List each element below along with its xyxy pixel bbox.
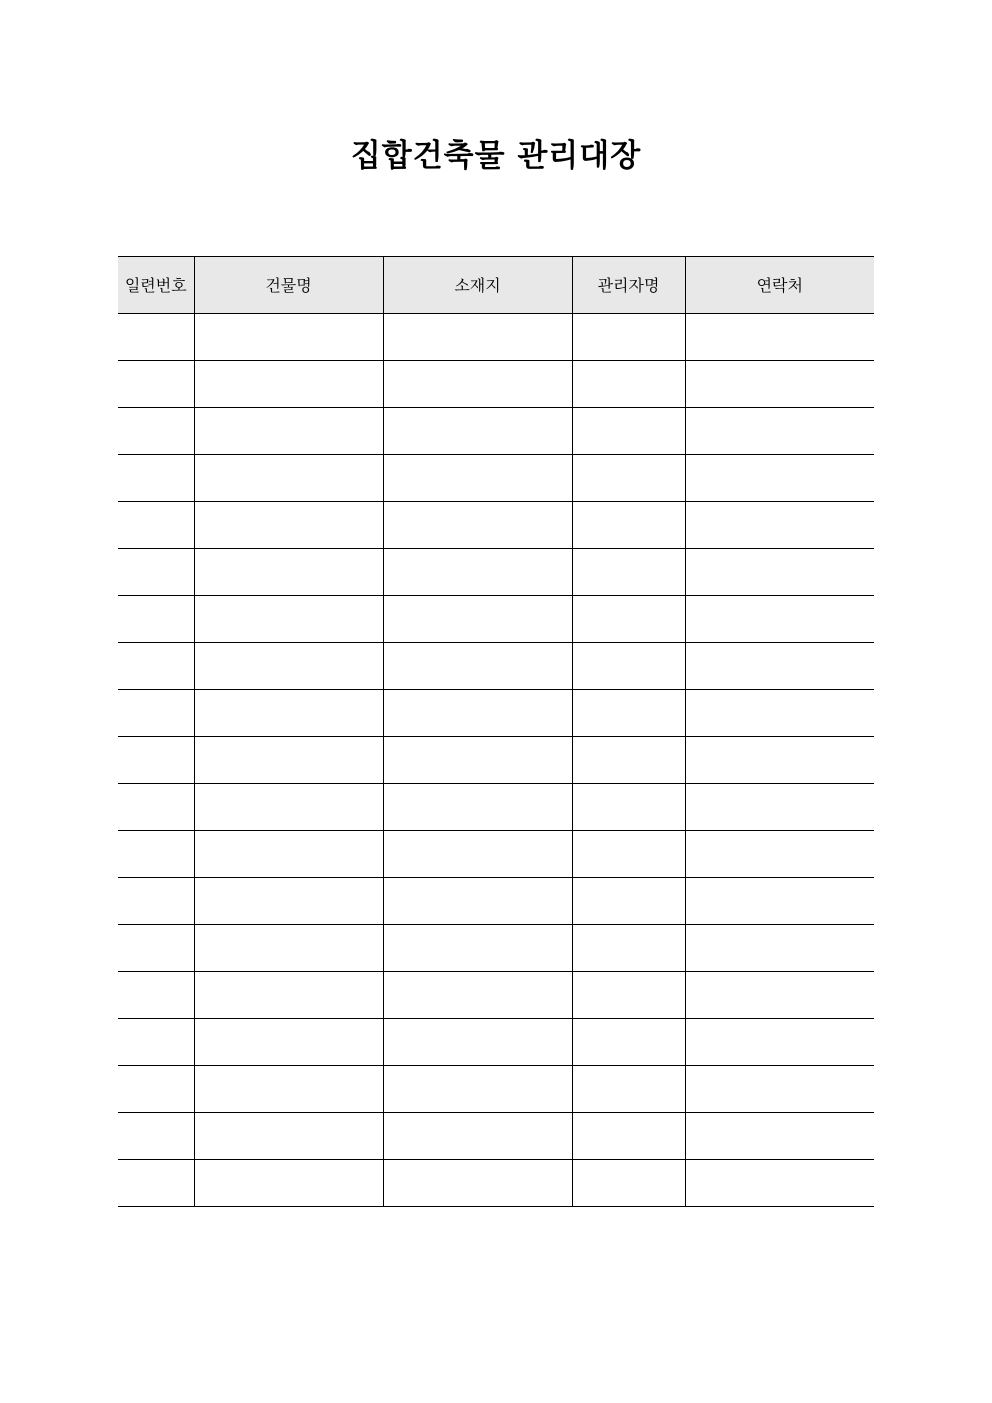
cell-location[interactable] (383, 455, 572, 502)
cell-manager-name[interactable] (572, 878, 685, 925)
cell-building-name[interactable] (194, 408, 383, 455)
header-row (118, 257, 874, 314)
cell-location[interactable] (383, 784, 572, 831)
cell-contact[interactable] (685, 502, 874, 549)
cell-manager-name[interactable] (572, 596, 685, 643)
table-row (118, 784, 874, 831)
cell-building-name[interactable] (194, 784, 383, 831)
header-building-name: 건물명 (194, 257, 383, 314)
cell-serial-number[interactable] (118, 1019, 194, 1066)
cell-building-name[interactable] (194, 502, 383, 549)
cell-location[interactable] (383, 1160, 572, 1207)
cell-location[interactable] (383, 831, 572, 878)
cell-contact[interactable] (685, 878, 874, 925)
cell-manager-name[interactable] (572, 1160, 685, 1207)
cell-serial-number[interactable] (118, 502, 194, 549)
table-row (118, 1066, 874, 1113)
cell-serial-number[interactable] (118, 784, 194, 831)
cell-manager-name[interactable] (572, 690, 685, 737)
table-body (118, 314, 874, 1207)
cell-manager-name[interactable] (572, 1113, 685, 1160)
cell-serial-number[interactable] (118, 972, 194, 1019)
cell-location[interactable] (383, 361, 572, 408)
cell-building-name[interactable] (194, 643, 383, 690)
cell-building-name[interactable] (194, 831, 383, 878)
cell-manager-name[interactable] (572, 549, 685, 596)
cell-building-name[interactable] (194, 596, 383, 643)
cell-location[interactable] (383, 690, 572, 737)
cell-contact[interactable] (685, 408, 874, 455)
table-row (118, 972, 874, 1019)
table-row (118, 1160, 874, 1207)
cell-contact[interactable] (685, 831, 874, 878)
cell-serial-number[interactable] (118, 690, 194, 737)
table-row (118, 690, 874, 737)
cell-contact[interactable] (685, 925, 874, 972)
header-location: 소재지 (383, 257, 572, 314)
table-row (118, 1019, 874, 1066)
table-row (118, 878, 874, 925)
cell-location[interactable] (383, 643, 572, 690)
cell-building-name[interactable] (194, 690, 383, 737)
cell-contact[interactable] (685, 314, 874, 361)
table-row (118, 643, 874, 690)
cell-location[interactable] (383, 925, 572, 972)
cell-contact[interactable] (685, 1113, 874, 1160)
management-ledger-table (118, 256, 874, 1207)
cell-serial-number[interactable] (118, 1113, 194, 1160)
table-row (118, 314, 874, 361)
cell-manager-name[interactable] (572, 831, 685, 878)
cell-contact[interactable] (685, 455, 874, 502)
table-row (118, 361, 874, 408)
cell-contact[interactable] (685, 1019, 874, 1066)
cell-manager-name[interactable] (572, 361, 685, 408)
cell-location[interactable] (383, 502, 572, 549)
header-serial-number: 일련번호 (118, 257, 194, 314)
cell-serial-number[interactable] (118, 737, 194, 784)
cell-manager-name[interactable] (572, 502, 685, 549)
cell-serial-number[interactable] (118, 408, 194, 455)
cell-manager-name[interactable] (572, 737, 685, 784)
header-manager-name: 관리자명 (572, 257, 685, 314)
table-row (118, 831, 874, 878)
cell-manager-name[interactable] (572, 925, 685, 972)
cell-serial-number[interactable] (118, 1160, 194, 1207)
cell-manager-name[interactable] (572, 1066, 685, 1113)
cell-contact[interactable] (685, 361, 874, 408)
cell-location[interactable] (383, 314, 572, 361)
cell-building-name[interactable] (194, 737, 383, 784)
table-row (118, 596, 874, 643)
cell-location[interactable] (383, 737, 572, 784)
header-contact: 연락처 (685, 257, 874, 314)
cell-contact[interactable] (685, 596, 874, 643)
cell-serial-number[interactable] (118, 361, 194, 408)
cell-location[interactable] (383, 549, 572, 596)
cell-manager-name[interactable] (572, 643, 685, 690)
table-row (118, 455, 874, 502)
cell-serial-number[interactable] (118, 314, 194, 361)
cell-contact[interactable] (685, 784, 874, 831)
cell-building-name[interactable] (194, 878, 383, 925)
cell-contact[interactable] (685, 690, 874, 737)
cell-building-name[interactable] (194, 314, 383, 361)
cell-building-name[interactable] (194, 361, 383, 408)
cell-building-name[interactable] (194, 925, 383, 972)
cell-location[interactable] (383, 408, 572, 455)
cell-location[interactable] (383, 596, 572, 643)
cell-contact[interactable] (685, 972, 874, 1019)
cell-location[interactable] (383, 1019, 572, 1066)
table-row (118, 925, 874, 972)
table-row (118, 1113, 874, 1160)
cell-serial-number[interactable] (118, 549, 194, 596)
cell-manager-name[interactable] (572, 1019, 685, 1066)
cell-contact[interactable] (685, 549, 874, 596)
cell-building-name[interactable] (194, 1066, 383, 1113)
table-row (118, 502, 874, 549)
cell-building-name[interactable] (194, 1160, 383, 1207)
cell-building-name[interactable] (194, 972, 383, 1019)
cell-location[interactable] (383, 1113, 572, 1160)
cell-manager-name[interactable] (572, 314, 685, 361)
cell-location[interactable] (383, 878, 572, 925)
cell-serial-number[interactable] (118, 831, 194, 878)
cell-contact[interactable] (685, 1066, 874, 1113)
cell-serial-number[interactable] (118, 643, 194, 690)
cell-manager-name[interactable] (572, 408, 685, 455)
cell-contact[interactable] (685, 737, 874, 784)
cell-manager-name[interactable] (572, 784, 685, 831)
cell-serial-number[interactable] (118, 878, 194, 925)
cell-location[interactable] (383, 1066, 572, 1113)
cell-manager-name[interactable] (572, 455, 685, 502)
cell-location[interactable] (383, 972, 572, 1019)
cell-serial-number[interactable] (118, 455, 194, 502)
cell-building-name[interactable] (194, 549, 383, 596)
table-row (118, 408, 874, 455)
cell-building-name[interactable] (194, 455, 383, 502)
table-row (118, 737, 874, 784)
cell-contact[interactable] (685, 1160, 874, 1207)
cell-serial-number[interactable] (118, 925, 194, 972)
table-row (118, 549, 874, 596)
cell-manager-name[interactable] (572, 972, 685, 1019)
cell-building-name[interactable] (194, 1019, 383, 1066)
cell-building-name[interactable] (194, 1113, 383, 1160)
cell-serial-number[interactable] (118, 596, 194, 643)
cell-contact[interactable] (685, 643, 874, 690)
cell-serial-number[interactable] (118, 1066, 194, 1113)
page-title: 집합건축물 관리대장 (350, 138, 642, 174)
